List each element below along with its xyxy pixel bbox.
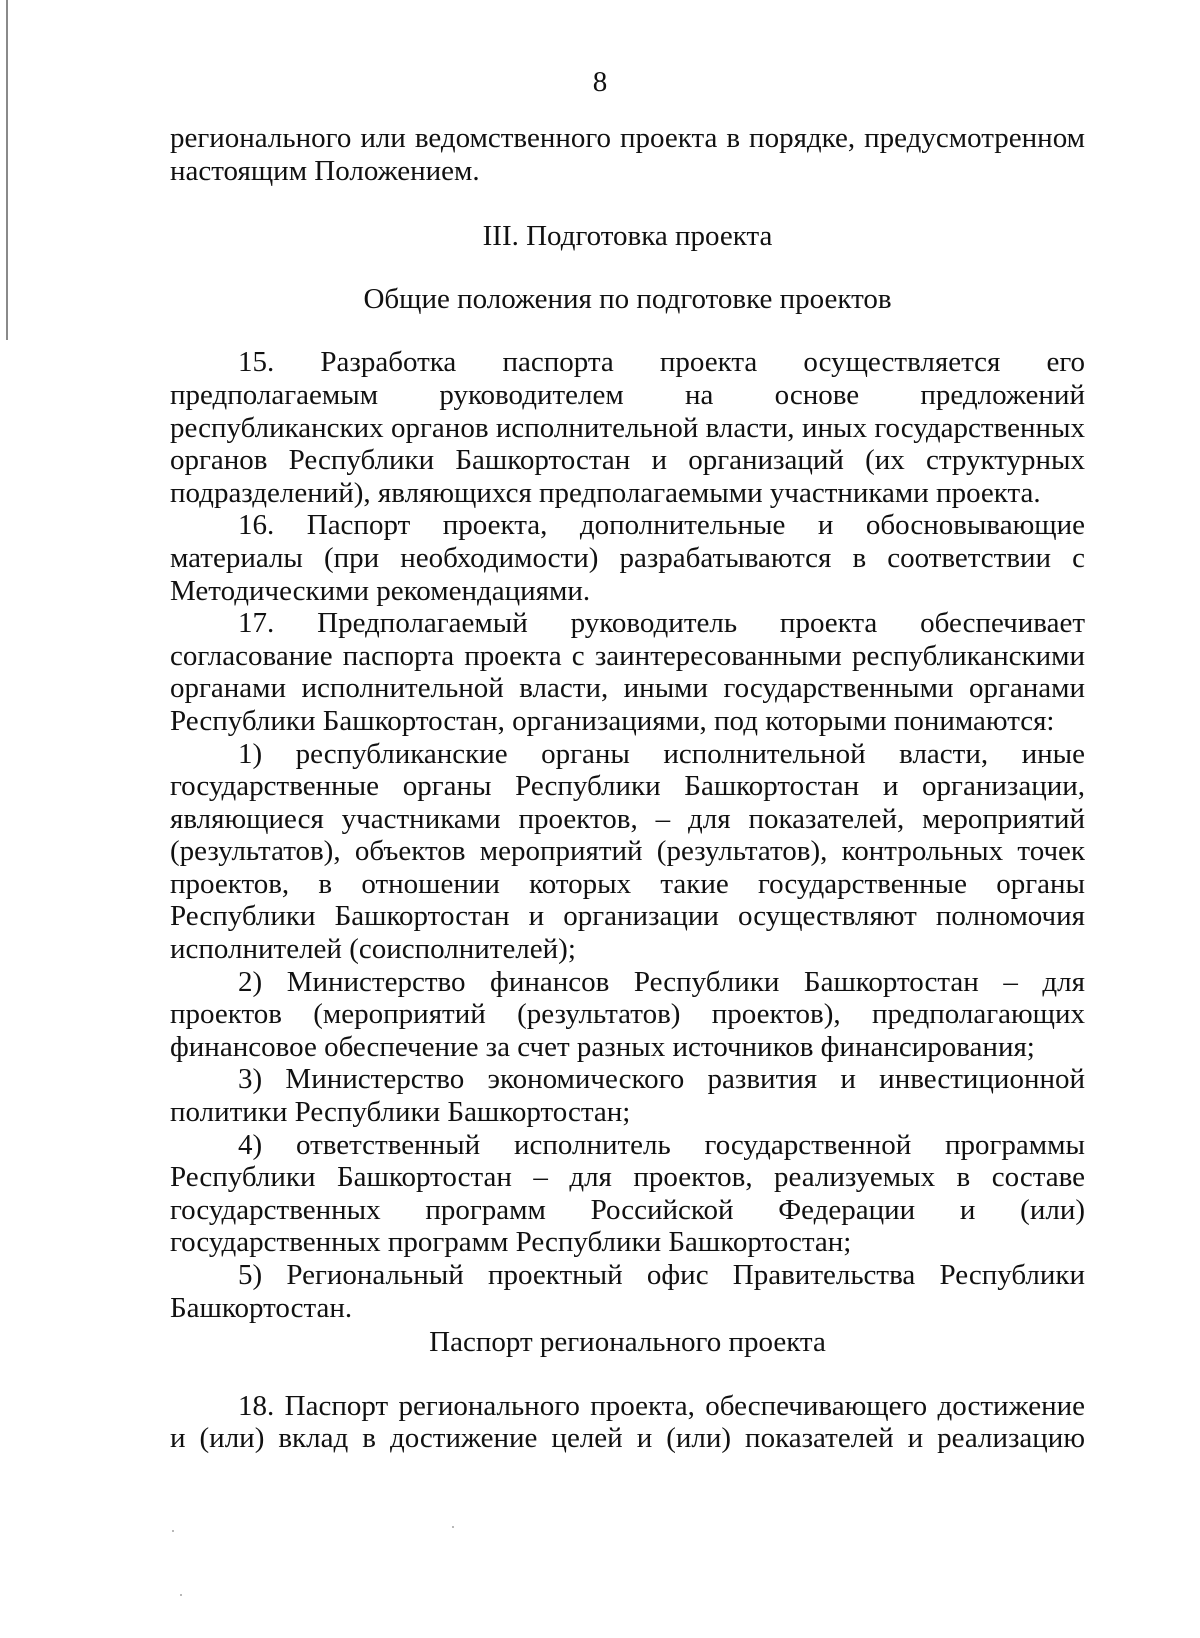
paragraph-16: 16. Паспорт проекта, дополнительные и обосновывающие материалы (при необходимости) разрабатываются в соответствии с Методическими рекомендациями. [170, 509, 1085, 607]
list-item-5: 5) Региональный проектный офис Правительства Республики Башкортостан. [170, 1259, 1085, 1324]
list-item-3: 3) Министерство экономического развития и инвестиционной политики Республики Башкортостан; [170, 1063, 1085, 1129]
scan-edge-line [6, 0, 8, 340]
scan-speck [180, 1594, 182, 1596]
subsection-general-title: Общие положения по подготовке проектов [363, 282, 892, 315]
paragraph-17: 17. Предполагаемый руководитель проекта обеспечивает согласование паспорта проекта с заинтересованными республиканскими органами исполнительной власти, иными государственными органами Республики Башкортостан, организациями, под которыми понимаются: [170, 607, 1085, 737]
intro-paragraph: регионального или ведомственного проекта в порядке, предусмотренном настоящим Положением. [170, 122, 1085, 187]
paragraph-18: 18. Паспорт регионального проекта, обеспечивающего достижение и (или) вклад в достижение целей и (или) показателей и реализацию [170, 1389, 1085, 1455]
section-title: III. Подготовка проекта [482, 220, 773, 253]
list-item-4: 4) ответственный исполнитель государственной программы Республики Башкортостан – для проектов, реализуемых в составе государственных программ Российской Федерации и (или) государственных программ Республики Башкортостан; [170, 1128, 1085, 1259]
scan-speck [172, 1530, 174, 1532]
scan-speck [452, 1526, 454, 1528]
paragraph-15: 15. Разработка паспорта проекта осуществляется его предполагаемым руководителем на основе предложений республиканских органов исполнительной власти, иных государственных органов Республики Башкортостан и организаций (их структурных подразделений), являющихся предполагаемыми участниками проекта. [170, 346, 1085, 509]
list-item-2: 2) Министерство финансов Республики Башкортостан – для проектов (мероприятий (результатов) проектов), предполагающих финансовое обеспечение за счет разных источников финансирования; [170, 965, 1085, 1063]
document-body [170, 122, 1085, 1455]
subsection-passport-title: Паспорт регионального проекта [429, 1326, 826, 1359]
list-item-1: 1) республиканские органы исполнительной власти, иные государственные органы Республики Башкортостан и организации, являющиеся участниками проектов, – для показателей, мероприятий (результатов), объектов мероприятий (результатов), контрольных точек проектов, в отношении которых такие государственные органы Республики Башкортостан и организации осуществляют полномочия исполнителей (соисполнителей); [170, 737, 1085, 966]
page-number: 8 [592, 66, 608, 98]
